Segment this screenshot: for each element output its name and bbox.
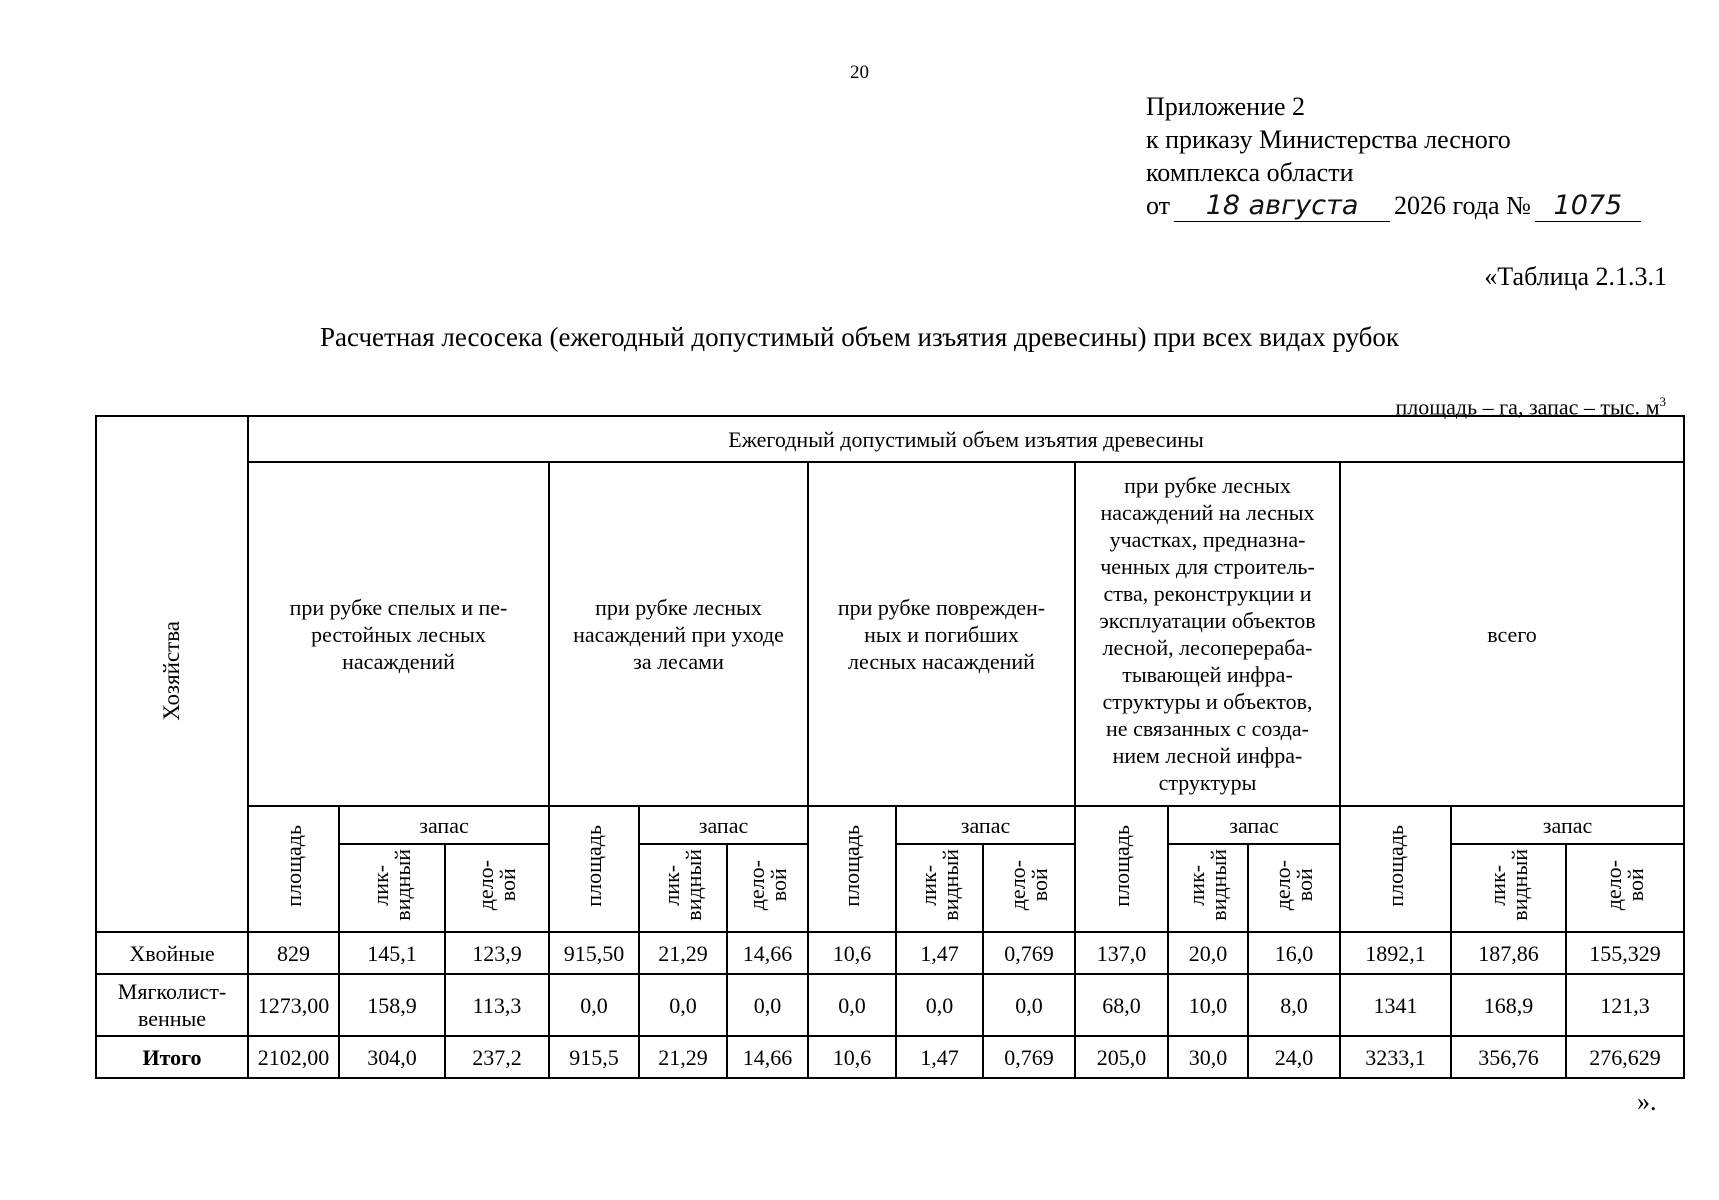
appendix-block — [1146, 90, 1645, 222]
table-cell: 16,0 — [1248, 932, 1340, 974]
area-header-text: площадь — [581, 825, 606, 907]
table-cell: 168,9 — [1451, 974, 1566, 1036]
table-cell: 276,629 — [1566, 1036, 1684, 1078]
category-header-text: при рубке спелых и пе- рестойных лесных насаждений — [289, 594, 508, 674]
table-cell: 145,1 — [339, 932, 445, 974]
table-cell: 24,0 — [1248, 1036, 1340, 1078]
liquid-header-text: лик- видный — [1484, 849, 1532, 921]
stock-header: запас — [639, 806, 808, 844]
category-header-text: всего — [1487, 621, 1537, 647]
table-cell: 8,0 — [1248, 974, 1340, 1036]
harvest-table — [95, 415, 1685, 1079]
area-header-text: площадь — [1108, 825, 1134, 907]
year-label: 2026 года № — [1394, 191, 1531, 220]
liquid-header — [639, 844, 727, 932]
category-header-text: при рубке лесных насаждений при уходе за лесами — [573, 594, 784, 674]
table-cell: 237,2 — [445, 1036, 549, 1078]
table-cell: 915,5 — [549, 1036, 639, 1078]
units-text: площадь – га, запас – тыс. м — [1395, 394, 1660, 420]
table-cell: 121,3 — [1566, 974, 1684, 1036]
liquid-header-text: лик- видный — [659, 849, 706, 921]
business-header — [983, 844, 1075, 932]
category-header — [808, 462, 1075, 806]
table-cell: 0,0 — [639, 974, 727, 1036]
area-header — [248, 806, 339, 932]
table-cell: 0,0 — [727, 974, 808, 1036]
units-superscript: 3 — [1659, 394, 1666, 409]
row-label: Хвойные — [96, 932, 248, 974]
table-row — [96, 1036, 1684, 1078]
table-cell: 0,0 — [549, 974, 639, 1036]
table-cell: 21,29 — [639, 932, 727, 974]
farms-header-text: Хозяйства — [159, 621, 184, 721]
business-header-text: дело- вой — [1005, 859, 1052, 911]
table-cell: 123,9 — [445, 932, 549, 974]
table-cell: 2102,00 — [248, 1036, 339, 1078]
table-cell: 10,6 — [808, 1036, 896, 1078]
table-row — [96, 974, 1684, 1036]
business-header — [1566, 844, 1684, 932]
page-number: 20 — [850, 62, 869, 83]
table-cell: 1273,00 — [248, 974, 339, 1036]
farms-header — [96, 416, 248, 932]
table-header-row — [96, 462, 1684, 806]
category-header — [1075, 462, 1340, 806]
area-header-text: площадь — [839, 825, 864, 907]
category-header-text: при рубке лесных насаждений на лесных участках, предназна- ченных для строитель- ства, реконструкции и эксплуатации объектов лесной, лесоперераба- тывающей инфра- структуры и объектов, не связанных с созда- нием лесной инфра- структуры — [1099, 473, 1316, 795]
table-cell: 0,0 — [896, 974, 983, 1036]
table-cell: 113,3 — [445, 974, 549, 1036]
table-cell: 0,0 — [808, 974, 896, 1036]
area-header — [549, 806, 639, 932]
table-cell: 0,769 — [983, 1036, 1075, 1078]
category-header — [248, 462, 549, 806]
liquid-header-text: лик- видный — [1184, 849, 1231, 921]
area-header — [1340, 806, 1451, 932]
table-cell: 137,0 — [1075, 932, 1168, 974]
liquid-header-text: лик- видный — [915, 849, 963, 921]
table-cell: 829 — [248, 932, 339, 974]
business-header-text: дело- вой — [1270, 859, 1317, 911]
table-row — [96, 932, 1684, 974]
category-header — [1340, 462, 1684, 806]
area-header — [808, 806, 896, 932]
from-label: от — [1146, 191, 1171, 220]
area-header-text: площадь — [280, 825, 306, 907]
table-cell: 1,47 — [896, 1036, 983, 1078]
table-cell: 356,76 — [1451, 1036, 1566, 1078]
appendix-line: к приказу Министерства лесного — [1146, 125, 1511, 154]
liquid-header-text: лик- видный — [368, 849, 415, 921]
appendix-line: комплекса области — [1146, 158, 1354, 187]
table-cell: 155,329 — [1566, 932, 1684, 974]
table-cell: 14,66 — [727, 1036, 808, 1078]
table-header-row — [96, 416, 1684, 462]
business-header-text: дело- вой — [473, 859, 520, 911]
table-cell: 3233,1 — [1340, 1036, 1451, 1078]
liquid-header — [339, 844, 445, 932]
business-header-text: дело- вой — [743, 859, 791, 911]
area-header — [1075, 806, 1168, 932]
category-header-text: при рубке поврежден- ных и погибших лесных насаждений — [837, 594, 1046, 674]
liquid-header — [1451, 844, 1566, 932]
table-cell: 187,86 — [1451, 932, 1566, 974]
table-cell: 68,0 — [1075, 974, 1168, 1036]
stock-header: запас — [896, 806, 1075, 844]
business-header — [445, 844, 549, 932]
table-cell: 158,9 — [339, 974, 445, 1036]
stock-header: запас — [339, 806, 549, 844]
business-header — [1248, 844, 1340, 932]
table-cell: 1,47 — [896, 932, 983, 974]
closing-quote: ». — [1637, 1087, 1657, 1116]
table-cell: 915,50 — [549, 932, 639, 974]
table-cell: 0,769 — [983, 932, 1075, 974]
business-header-text: дело- вой — [1601, 859, 1649, 911]
row-label: Итого — [96, 1036, 248, 1078]
liquid-header — [1168, 844, 1248, 932]
table-cell: 304,0 — [339, 1036, 445, 1078]
table-cell: 1341 — [1340, 974, 1451, 1036]
handwritten-date: 18 августа — [1174, 191, 1390, 222]
appendix-date-line — [1146, 189, 1645, 222]
stock-header: запас — [1451, 806, 1684, 844]
table-cell: 10,0 — [1168, 974, 1248, 1036]
table-cell: 30,0 — [1168, 1036, 1248, 1078]
document-title: Расчетная лесосека (ежегодный допустимый объем изъятия древесины) при всех видах рубок — [320, 322, 1399, 352]
area-header-text: площадь — [1382, 825, 1408, 907]
group-header: Ежегодный допустимый объем изъятия древесины — [248, 416, 1684, 462]
table-cell: 10,6 — [808, 932, 896, 974]
table-cell: 14,66 — [727, 932, 808, 974]
table-cell: 205,0 — [1075, 1036, 1168, 1078]
category-header — [549, 462, 808, 806]
stock-header: запас — [1168, 806, 1340, 844]
handwritten-number: 1075 — [1535, 191, 1641, 222]
row-label: Мягколист- венные — [96, 974, 248, 1036]
table-cell: 1892,1 — [1340, 932, 1451, 974]
appendix-line: Приложение 2 — [1146, 92, 1306, 121]
table-cell: 0,0 — [983, 974, 1075, 1036]
table-cell: 21,29 — [639, 1036, 727, 1078]
business-header — [727, 844, 808, 932]
table-header-row — [96, 806, 1684, 844]
table-cell: 20,0 — [1168, 932, 1248, 974]
liquid-header — [896, 844, 983, 932]
table-reference: «Таблица 2.1.3.1 — [1484, 262, 1667, 291]
